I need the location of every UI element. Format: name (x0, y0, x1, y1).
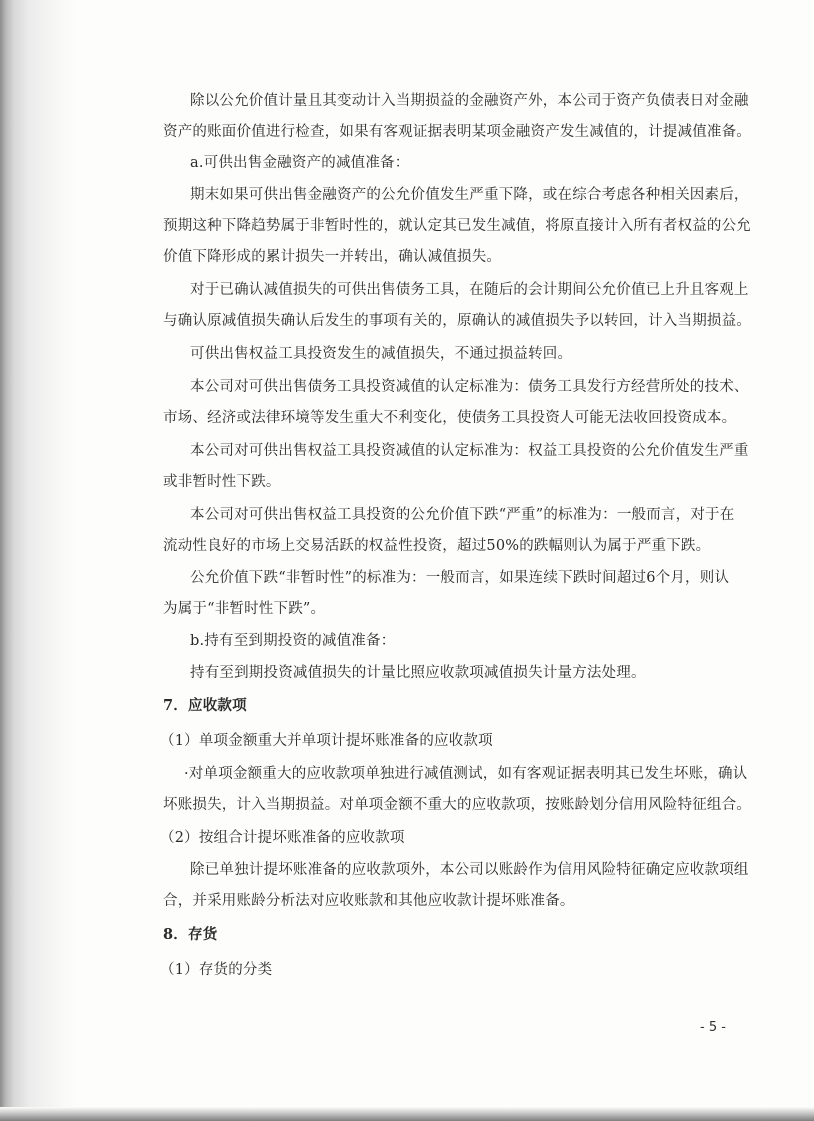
paragraph-line: 可供出售权益工具投资发生的减值损失，不通过损益转回。 (190, 346, 573, 362)
subsection-heading: （1）单项金额重大并单项计提坏账准备的应收款项 (160, 733, 493, 749)
subsection-heading: （1）存货的分类 (160, 962, 273, 978)
paragraph-line: 本公司对可供出售权益工具投资的公允价值下跌“严重”的标准为：一般而言，对于在 (190, 507, 735, 523)
paragraph-line: 为属于“非暂时性下跌”。 (163, 601, 326, 617)
paragraph-line: 除已单独计提坏账准备的应收款项外，本公司以账龄作为信用风险特征确定应收款项组 (190, 862, 749, 878)
paragraph-line: 除以公允价值计量且其变动计入当期损益的金融资产外，本公司于资产负债表日对金融 (190, 93, 749, 109)
paragraph-line: 本公司对可供出售权益工具投资减值的认定标准为：权益工具投资的公允价值发生严重 (190, 443, 749, 459)
paragraph-line: 坏账损失，计入当期损益。对单项金额不重大的应收款项，按账龄划分信用风险特征组合。 (163, 797, 751, 813)
paragraph-line: 市场、经济或法律环境等发生重大不利变化，使债务工具投资人可能无法收回投资成本。 (163, 410, 737, 426)
paragraph-line: 或非暂时性下跌。 (163, 474, 281, 490)
paragraph-line: 本公司对可供出售债务工具投资减值的认定标准为：债务工具发行方经营所处的技术、 (190, 379, 749, 395)
page-number: - 5 - (700, 1020, 726, 1035)
paragraph-line: 期末如果可供出售金融资产的公允价值发生严重下降，或在综合考虑各种相关因素后， (190, 187, 749, 203)
section-heading-receivables: 7．应收款项 (163, 697, 247, 714)
subheading-a: a.可供出售金融资产的减值准备： (190, 155, 410, 171)
paragraph-line: ·对单项金额重大的应收款项单独进行减值测试，如有客观证据表明其已发生坏账，确认 (184, 766, 748, 782)
paragraph-line: 资产的账面价值进行检查，如果有客观证据表明某项金融资产发生减值的，计提减值准备。 (163, 124, 751, 140)
paragraph-line: 持有至到期投资减值损失的计量比照应收款项减值损失计量方法处理。 (190, 665, 646, 681)
paragraph-line: 预期这种下降趋势属于非暂时性的，就认定其已发生减值，将原直接计入所有者权益的公允 (163, 218, 751, 234)
section-heading-inventory: 8．存货 (163, 926, 218, 943)
paragraph-line: 流动性良好的市场上交易活跃的权益性投资，超过50%的跌幅则认为属于严重下跌。 (163, 538, 711, 554)
subsection-heading: （2）按组合计提坏账准备的应收款项 (160, 830, 405, 846)
paragraph-line: 合，并采用账龄分析法对应收账款和其他应收款计提坏账准备。 (163, 893, 575, 909)
paragraph-line: 与确认原减值损失确认后发生的事项有关的，原确认的减值损失予以转回，计入当期损益。 (163, 313, 751, 329)
paragraph-line: 对于已确认减值损失的可供出售债务工具，在随后的会计期间公允价值已上升且客观上 (190, 282, 749, 298)
paragraph-line: 价值下降形成的累计损失一并转出，确认减值损失。 (163, 249, 502, 265)
subheading-b: b.持有至到期投资的减值准备： (190, 633, 396, 649)
paragraph-line: 公允价值下跌“非暂时性”的标准为：一般而言，如果连续下跌时间超过6个月，则认 (190, 570, 730, 586)
